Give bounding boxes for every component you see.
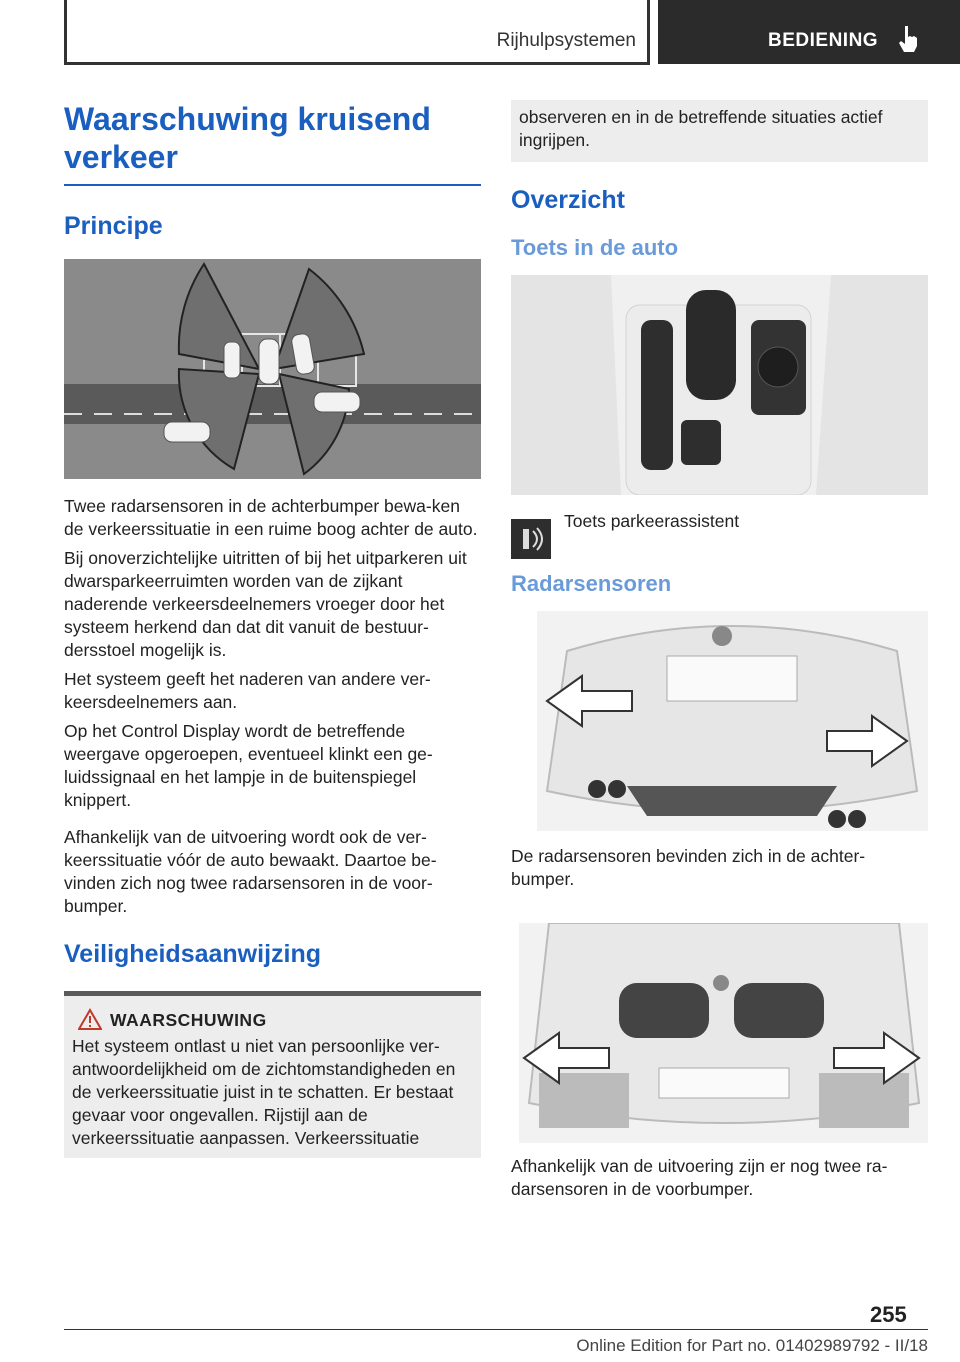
paragraph-front-sensors: Afhankelijk van de uitvoering zijn er nog twee ra-darsensoren in de voorbumper. bbox=[511, 1156, 888, 1199]
title-rule bbox=[64, 184, 481, 186]
header-left-rule bbox=[64, 0, 67, 64]
rear-bumper-figure bbox=[537, 611, 928, 831]
front-bumper-figure bbox=[519, 923, 928, 1143]
warning-text: Het systeem ontlast u niet van persoonlijke ver-antwoordelijkheid om de zichtomstandigheden en de verkeerssituatie juist in te schatten. Er bestaat gevaar voor ongevallen. Rijstijl aan de verkeerssituatie aanpassen. Verkeerssituatie bbox=[72, 1036, 456, 1148]
radar-coverage-figure bbox=[64, 259, 481, 479]
warning-box bbox=[64, 991, 481, 1158]
left-column bbox=[64, 100, 481, 1158]
paragraph-2: Bij onoverzichtelijke uitritten of bij het uitparkeren uit dwarsparkeerruimten worden van de zijkant naderende verkeersdeelnemers vroeger door het systeem herkend dan dat dit vanuit de bestuur-dersstoel mogelijk is. bbox=[64, 548, 467, 660]
right-column bbox=[511, 100, 928, 1201]
heading-principe: Principe bbox=[64, 212, 163, 240]
paragraph-1: Twee radarsensoren in de achterbumper bewa-ken de verkeerssituatie in een ruime boog achter de auto. bbox=[64, 496, 478, 539]
heading-overzicht: Overzicht bbox=[511, 186, 625, 214]
footer-rule bbox=[64, 1329, 928, 1330]
paragraph-rear-sensors: De radarsensoren bevinden zich in de achter-bumper. bbox=[511, 846, 866, 889]
hand-pointer-icon bbox=[896, 24, 922, 54]
header-tab-label: BEDIENING bbox=[768, 30, 879, 51]
header-bottom-rule bbox=[64, 62, 650, 65]
heading-toets: Toets in de auto bbox=[511, 235, 679, 260]
warning-title bbox=[72, 1010, 473, 1031]
paragraph-3: Het systeem geeft het naderen van andere ver-keersdeelnemers aan. bbox=[64, 669, 431, 712]
park-assist-button-icon bbox=[511, 519, 551, 559]
page-title: Waarschuwing kruisend verkeer bbox=[64, 101, 431, 175]
warning-triangle-icon bbox=[78, 1008, 102, 1030]
page-number: 255 bbox=[870, 1302, 907, 1327]
warning-continuation-box bbox=[511, 100, 928, 162]
warning-continuation-text: observeren en in de betreffende situaties actief ingrijpen. bbox=[519, 107, 883, 150]
center-console-figure bbox=[511, 275, 928, 495]
heading-veiligheid: Veiligheidsaanwijzing bbox=[64, 940, 322, 968]
button-legend-row bbox=[511, 511, 928, 561]
paragraph-5: Afhankelijk van de uitvoering wordt ook de ver-keerssituatie vóór de auto bewaakt. Daartoe be-vinden zich nog twee radarsensoren in de voor-bumper. bbox=[64, 827, 437, 916]
paragraph-4: Op het Control Display wordt de betreffende weergave opgeroepen, eventueel klinkt een ge-luidssignaal en het lampje in de buitenspiegel knippert. bbox=[64, 721, 433, 810]
edition-note: Online Edition for Part no. 01402989792 - II/18 bbox=[576, 1336, 928, 1355]
heading-radarsensoren: Radarsensoren bbox=[511, 571, 672, 596]
button-legend-label: Toets parkeerassistent bbox=[564, 511, 740, 531]
warning-title-text: WAARSCHUWING bbox=[110, 1010, 267, 1030]
header-divider bbox=[647, 0, 650, 64]
header-section-title: Rijhulpsystemen bbox=[496, 30, 636, 51]
